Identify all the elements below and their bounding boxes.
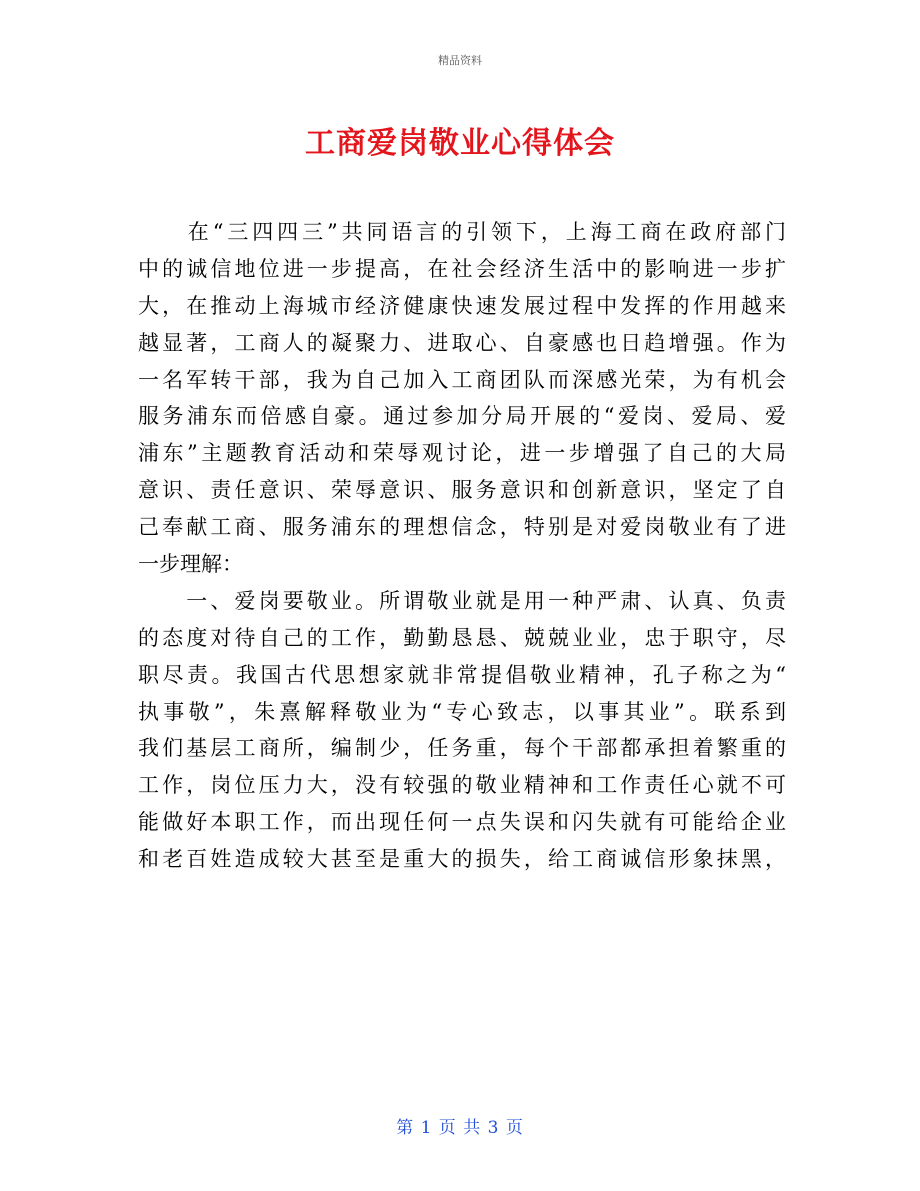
page-number: 第 1 页 共 3 页 (396, 1118, 524, 1138)
body-line: 服务浦东而倍感自豪。通过参加分局开展的“爱岗、爱局、爱 (138, 404, 786, 429)
body-line: 一、爱岗要敬业。所谓敬业就是用一种严肃、认真、负责 (138, 588, 786, 613)
body-line: 大，在推动上海城市经济健康快速发展过程中发挥的作用越来 (138, 293, 786, 318)
body-line: 意识、责任意识、荣辱意识、服务意识和创新意识，坚定了自 (138, 478, 786, 503)
body-line: 越显著，工商人的凝聚力、进取心、自豪感也日趋增强。作为 (138, 330, 786, 355)
body-line: 执事敬”，朱熹解释敬业为“专心致志，以事其业”。联系到 (138, 699, 786, 724)
body-line: 一步理解： (138, 552, 243, 577)
body-line: 我们基层工商所，编制少，任务重，每个干部都承担着繁重的 (138, 736, 786, 761)
body-line: 和老百姓造成较大甚至是重大的损失，给工商诚信形象抹黑， (138, 847, 786, 872)
body-line: 的态度对待自己的工作，勤勤恳恳、兢兢业业，忠于职守，尽 (138, 625, 786, 650)
body-line: 一名军转干部，我为自己加入工商团队而深感光荣，为有机会 (138, 367, 786, 392)
document-title: 工商爱岗敬业心得体会 (305, 126, 615, 161)
body-line: 职尽责。我国古代思想家就非常提倡敬业精神，孔子称之为“ (138, 662, 786, 687)
body-line: 工作，岗位压力大，没有较强的敬业精神和工作责任心就不可 (138, 773, 786, 798)
body-line: 能做好本职工作，而出现任何一点失误和闪失就有可能给企业 (138, 810, 786, 835)
document-body (138, 214, 786, 878)
body-line: 己奉献工商、服务浦东的理想信念，特别是对爱岗敬业有了进 (138, 515, 786, 540)
body-line: 在“三四四三”共同语言的引领下，上海工商在政府部门 (138, 220, 786, 244)
header-note: 精品资料 (438, 54, 482, 67)
body-line: 浦东”主题教育活动和荣辱观讨论，进一步增强了自己的大局 (138, 441, 786, 466)
body-line: 中的诚信地位进一步提高，在社会经济生活中的影响进一步扩 (138, 256, 786, 281)
